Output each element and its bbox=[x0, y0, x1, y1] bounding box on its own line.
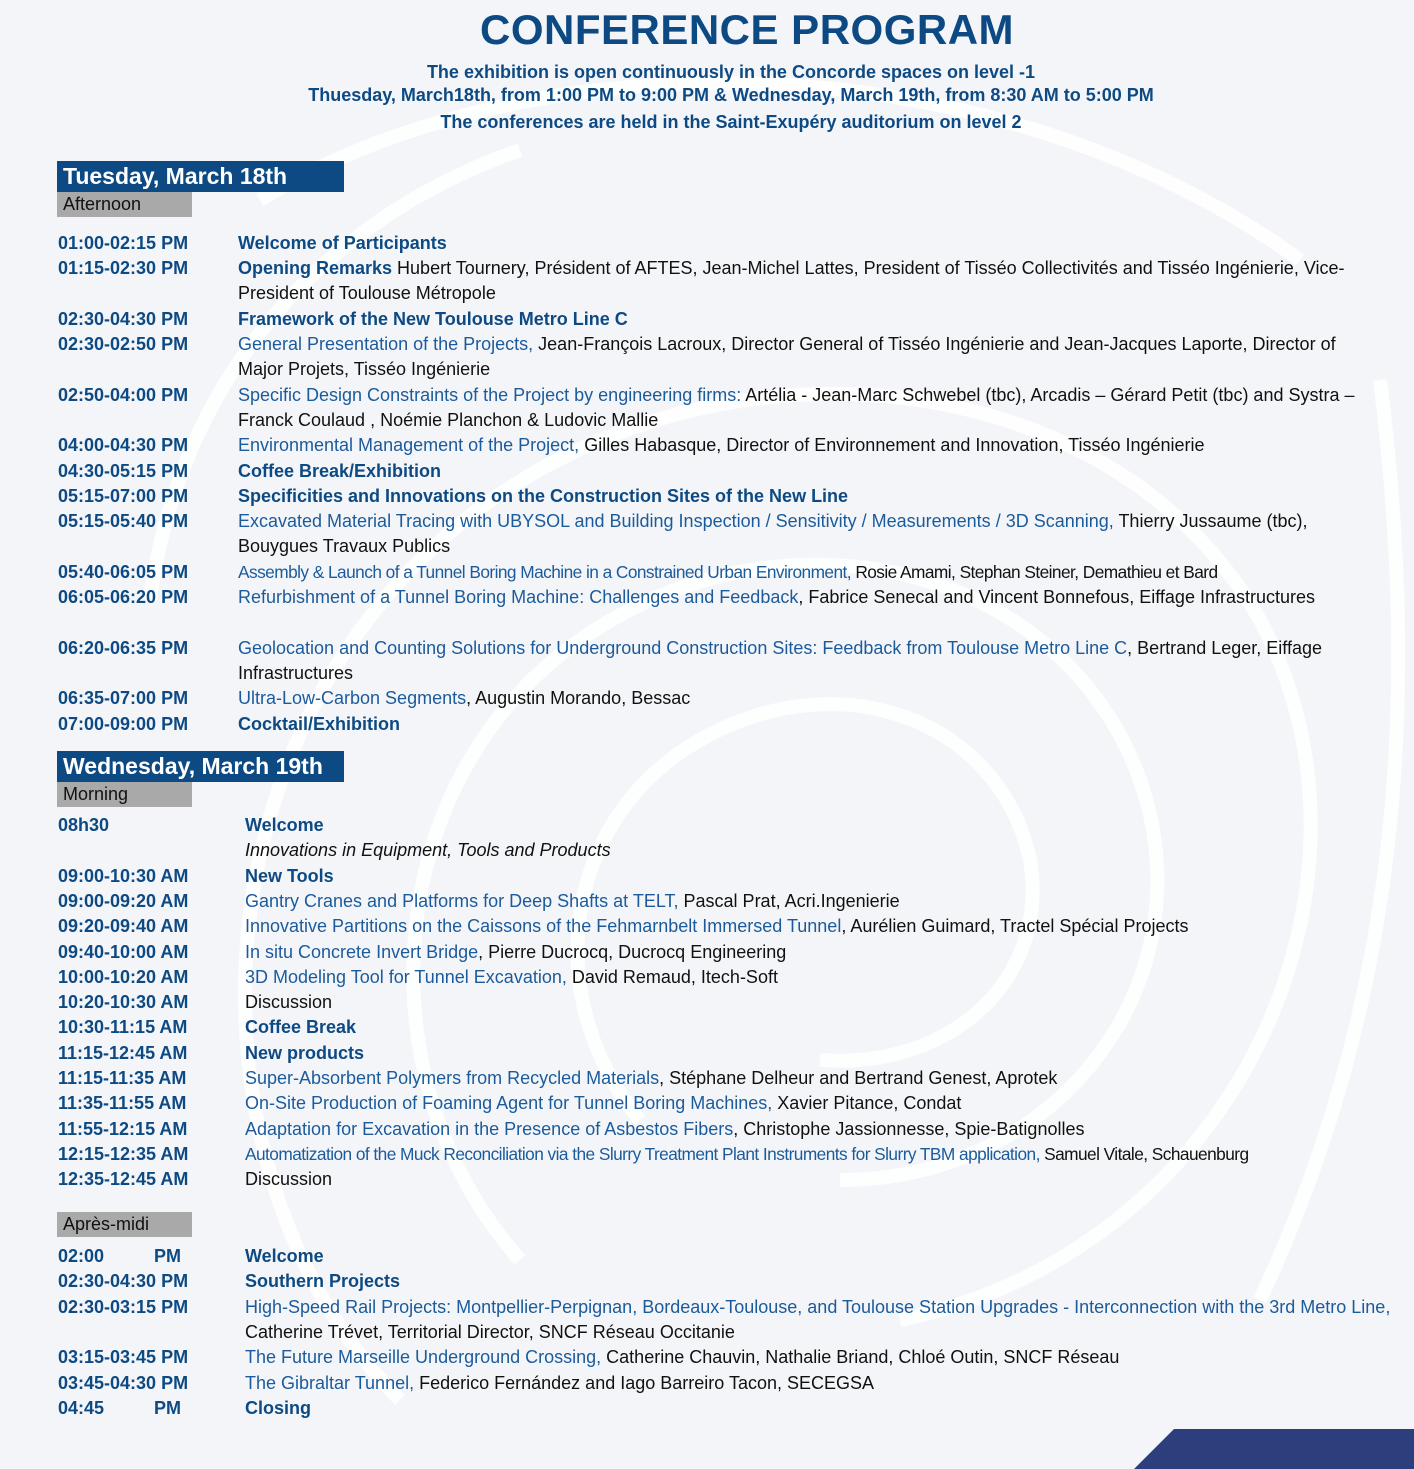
session-description bbox=[245, 1015, 1395, 1040]
speakers: , Augustin Morando, Bessac bbox=[466, 688, 691, 709]
session-time: 05:40-06:05 PM bbox=[58, 561, 189, 582]
session-time: 05:15-07:00 PM bbox=[58, 486, 189, 506]
session-description bbox=[245, 1142, 1395, 1167]
session-description bbox=[245, 1117, 1395, 1142]
session-note: Discussion bbox=[245, 992, 333, 1013]
speakers: , Bertrand Leger, Eiffage Infrastructures bbox=[238, 637, 1322, 683]
session-time: 11:55-12:15 AM bbox=[58, 1118, 188, 1139]
session-time: 07:00-09:00 PM bbox=[58, 713, 189, 734]
period-label-morning: Morning bbox=[57, 782, 192, 807]
period-label-afternoon: Afternoon bbox=[57, 192, 192, 217]
session-time: 03:15-03:45 PM bbox=[58, 1347, 189, 1368]
talk-title: The Future Marseille Underground Crossing, bbox=[245, 1347, 602, 1368]
speakers: , Christophe Jassionnesse, Spie-Batignolles bbox=[733, 1118, 1085, 1139]
session-time: 02:30-04:30 PM bbox=[58, 308, 189, 329]
session-time: 02:30-02:50 PM bbox=[58, 334, 189, 355]
speakers: , Stéphane Delheur and Bertrand Genest, Aprotek bbox=[659, 1068, 1058, 1088]
speakers: Samuel Vitale, Schauenburg bbox=[1039, 1143, 1249, 1164]
session-title: New products bbox=[245, 1042, 365, 1063]
talk-title: The Gibraltar Tunnel, bbox=[245, 1372, 415, 1393]
corner-decoration bbox=[1134, 1429, 1414, 1469]
session-note: Discussion bbox=[245, 1169, 333, 1190]
session-description bbox=[238, 560, 1378, 585]
exhibition-dates: Thuesday, March18th, from 1:00 PM to 9:00 PM & Wednesday, March 19th, from 8:30 AM to 5:00 PM bbox=[308, 85, 1154, 105]
session-description bbox=[245, 1371, 1395, 1396]
talk-title: Automatization of the Muck Reconciliation via the Slurry Treatment Plant Instruments for Slurry TBM application, bbox=[245, 1143, 1040, 1164]
talk-title: Specific Design Constraints of the Project by engineering firms: bbox=[238, 384, 742, 405]
session-title: Coffee Break bbox=[245, 1017, 357, 1038]
session-description bbox=[245, 1244, 1395, 1269]
session-time: 06:05-06:20 PM bbox=[58, 587, 189, 608]
session-description bbox=[245, 1066, 1395, 1091]
session-time: 11:15-12:45 AM bbox=[58, 1042, 188, 1063]
session-time: 09:40-10:00 AM bbox=[58, 941, 189, 962]
session-description bbox=[245, 1295, 1395, 1345]
speakers: , Pierre Ducrocq, Ducrocq Engineering bbox=[478, 941, 787, 962]
session-time: 02:00 PM bbox=[58, 1246, 182, 1266]
session-description bbox=[238, 712, 1378, 737]
session-description bbox=[238, 636, 1378, 686]
speakers: Catherine Chauvin, Nathalie Briand, Chloé Outin, SNCF Réseau bbox=[601, 1347, 1120, 1368]
session-time: 10:30-11:15 AM bbox=[58, 1017, 188, 1038]
exhibition-info: The exhibition is open continuously in the Concorde spaces on level -1 bbox=[426, 62, 1036, 82]
session-description bbox=[245, 1269, 1395, 1294]
talk-title: In situ Concrete Invert Bridge bbox=[245, 941, 479, 962]
session-time: 09:00-10:30 AM bbox=[58, 865, 189, 886]
session-description bbox=[245, 1396, 1395, 1421]
session-time: 02:30-04:30 PM bbox=[58, 1271, 189, 1292]
speakers: , Fabrice Senecal and Vincent Bonnefous, Eiffage Infrastructures bbox=[798, 587, 1315, 608]
talk-title: Ultra-Low-Carbon Segments bbox=[238, 688, 467, 709]
session-time: 03:45-04:30 PM bbox=[58, 1372, 189, 1393]
session-description bbox=[245, 864, 1395, 889]
speakers: Gilles Habasque, Director of Environnement and Innovation, Tisséo Ingénierie bbox=[579, 435, 1205, 456]
session-description bbox=[245, 990, 1395, 1015]
session-time: 02:30-03:15 PM bbox=[58, 1296, 189, 1317]
session-description bbox=[245, 1091, 1395, 1116]
session-title: Welcome bbox=[245, 815, 324, 835]
session-time: 10:20-10:30 AM bbox=[58, 992, 189, 1013]
session-title: Welcome bbox=[245, 1246, 324, 1266]
speakers: Pascal Prat, Acri.Ingenierie bbox=[678, 890, 900, 911]
session-theme: Innovations in Equipment, Tools and Products bbox=[245, 840, 611, 861]
talk-title: High-Speed Rail Projects: Montpellier-Perpignan, Bordeaux-Toulouse, and Toulouse Station Upgrades - Interconnection with the 3rd Metro Line, bbox=[245, 1296, 1391, 1317]
session-description bbox=[238, 686, 1378, 711]
talk-title: Refurbishment of a Tunnel Boring Machine: Challenges and Feedback bbox=[238, 587, 799, 608]
session-description bbox=[238, 585, 1378, 610]
session-description bbox=[238, 459, 1378, 484]
session-description bbox=[245, 838, 1395, 863]
session-time: 06:20-06:35 PM bbox=[58, 637, 189, 658]
session-title: Framework of the New Toulouse Metro Line C bbox=[238, 308, 628, 329]
talk-title: Geolocation and Counting Solutions for Underground Construction Sites: Feedback from Toulouse Metro Line C bbox=[238, 637, 1128, 658]
session-time: 04:45 PM bbox=[58, 1397, 182, 1418]
speakers: Federico Fernández and Iago Barreiro Tacon, SECEGSA bbox=[414, 1372, 875, 1393]
session-description bbox=[238, 231, 1378, 256]
session-time: 04:30-05:15 PM bbox=[58, 460, 189, 481]
day-header-tuesday: Tuesday, March 18th bbox=[57, 161, 344, 192]
session-description bbox=[245, 1345, 1395, 1370]
speakers: David Remaud, Itech-Soft bbox=[566, 966, 778, 987]
speakers: Rosie Amami, Stephan Steiner, Demathieu et Bard bbox=[851, 561, 1218, 582]
session-description bbox=[238, 256, 1378, 306]
talk-title: Excavated Material Tracing with UBYSOL and Building Inspection / Sensitivity / Measurements / 3D Scanning, bbox=[238, 511, 1114, 532]
session-time: 06:35-07:00 PM bbox=[58, 688, 189, 709]
session-description bbox=[238, 484, 1378, 509]
session-title: Welcome of Participants bbox=[238, 233, 447, 253]
session-time: 05:15-05:40 PM bbox=[58, 511, 189, 532]
session-description bbox=[238, 509, 1378, 559]
session-description bbox=[245, 889, 1395, 914]
speakers: , Aurélien Guimard, Tractel Spécial Projects bbox=[841, 916, 1189, 937]
session-description bbox=[238, 433, 1378, 458]
session-description bbox=[245, 1041, 1395, 1066]
session-description bbox=[245, 965, 1395, 990]
session-title: Closing bbox=[245, 1397, 311, 1418]
session-time: 04:00-04:30 PM bbox=[58, 435, 189, 456]
session-time: 01:00-02:15 PM bbox=[58, 233, 189, 253]
speakers: Catherine Trévet, Territorial Director, SNCF Réseau Occitanie bbox=[245, 1321, 735, 1342]
session-title: Southern Projects bbox=[245, 1271, 401, 1292]
day-header-wednesday: Wednesday, March 19th bbox=[57, 751, 344, 782]
session-time: 11:35-11:55 AM bbox=[58, 1093, 187, 1114]
session-description bbox=[245, 914, 1395, 939]
session-description bbox=[245, 813, 1395, 838]
session-time: 01:15-02:30 PM bbox=[58, 258, 189, 279]
speakers: Thierry Jussaume (tbc), Bouygues Travaux Publics bbox=[238, 511, 1308, 557]
speakers: Jean-François Lacroux, Director General of Tisséo Ingénierie and Jean-Jacques Laporte, Director of Major Projets, Tisséo Ingénierie bbox=[238, 334, 1336, 380]
session-title: Opening Remarks bbox=[238, 258, 393, 279]
auditorium-info: The conferences are held in the Saint-Exupéry auditorium on level 2 bbox=[440, 112, 1022, 132]
speakers: Hubert Tournery, Président of AFTES, Jean-Michel Lattes, President of Tisséo Collectivités and Tisséo Ingénierie, Vice-President of Toulouse Métropole bbox=[238, 258, 1345, 304]
session-title: New Tools bbox=[245, 865, 334, 886]
session-time: 12:15-12:35 AM bbox=[58, 1143, 189, 1164]
session-title: Specificities and Innovations on the Construction Sites of the New Line bbox=[238, 486, 849, 506]
talk-title: 3D Modeling Tool for Tunnel Excavation, bbox=[245, 966, 567, 987]
session-time: 09:00-09:20 AM bbox=[58, 890, 189, 911]
session-time: 08h30 bbox=[58, 815, 110, 835]
session-time: 11:15-11:35 AM bbox=[58, 1068, 187, 1088]
session-time: 02:50-04:00 PM bbox=[58, 384, 189, 405]
talk-title: Innovative Partitions on the Caissons of the Fehmarnbelt Immersed Tunnel bbox=[245, 916, 842, 937]
session-title: Cocktail/Exhibition bbox=[238, 713, 401, 734]
talk-title: Environmental Management of the Project, bbox=[238, 435, 580, 456]
talk-title: Super-Absorbent Polymers from Recycled Materials bbox=[245, 1068, 660, 1088]
session-time: 09:20-09:40 AM bbox=[58, 916, 189, 937]
session-description bbox=[238, 383, 1378, 433]
session-description bbox=[245, 940, 1395, 965]
talk-title: Gantry Cranes and Platforms for Deep Shafts at TELT, bbox=[245, 890, 679, 911]
session-time: 12:35-12:45 AM bbox=[58, 1169, 189, 1190]
session-title: Coffee Break/Exhibition bbox=[238, 460, 442, 481]
talk-title: General Presentation of the Projects, bbox=[238, 334, 534, 355]
page-title: CONFERENCE PROGRAM bbox=[479, 6, 1015, 53]
session-description bbox=[245, 1167, 1395, 1192]
talk-title: On-Site Production of Foaming Agent for Tunnel Boring Machines, bbox=[245, 1093, 773, 1114]
session-description bbox=[238, 307, 1378, 332]
session-description bbox=[238, 332, 1378, 382]
talk-title: Assembly & Launch of a Tunnel Boring Machine in a Constrained Urban Environment, bbox=[238, 561, 852, 582]
speakers: Xavier Pitance, Condat bbox=[772, 1093, 962, 1114]
period-label-afternoon-wed: Après-midi bbox=[57, 1212, 192, 1237]
talk-title: Adaptation for Excavation in the Presence of Asbestos Fibers bbox=[245, 1118, 734, 1139]
speakers: Artélia - Jean-Marc Schwebel (tbc), Arcadis – Gérard Petit (tbc) and Systra – Franck Coulaud , Noémie Planchon & Ludovic Mallie bbox=[238, 384, 1355, 430]
session-time: 10:00-10:20 AM bbox=[58, 966, 189, 987]
